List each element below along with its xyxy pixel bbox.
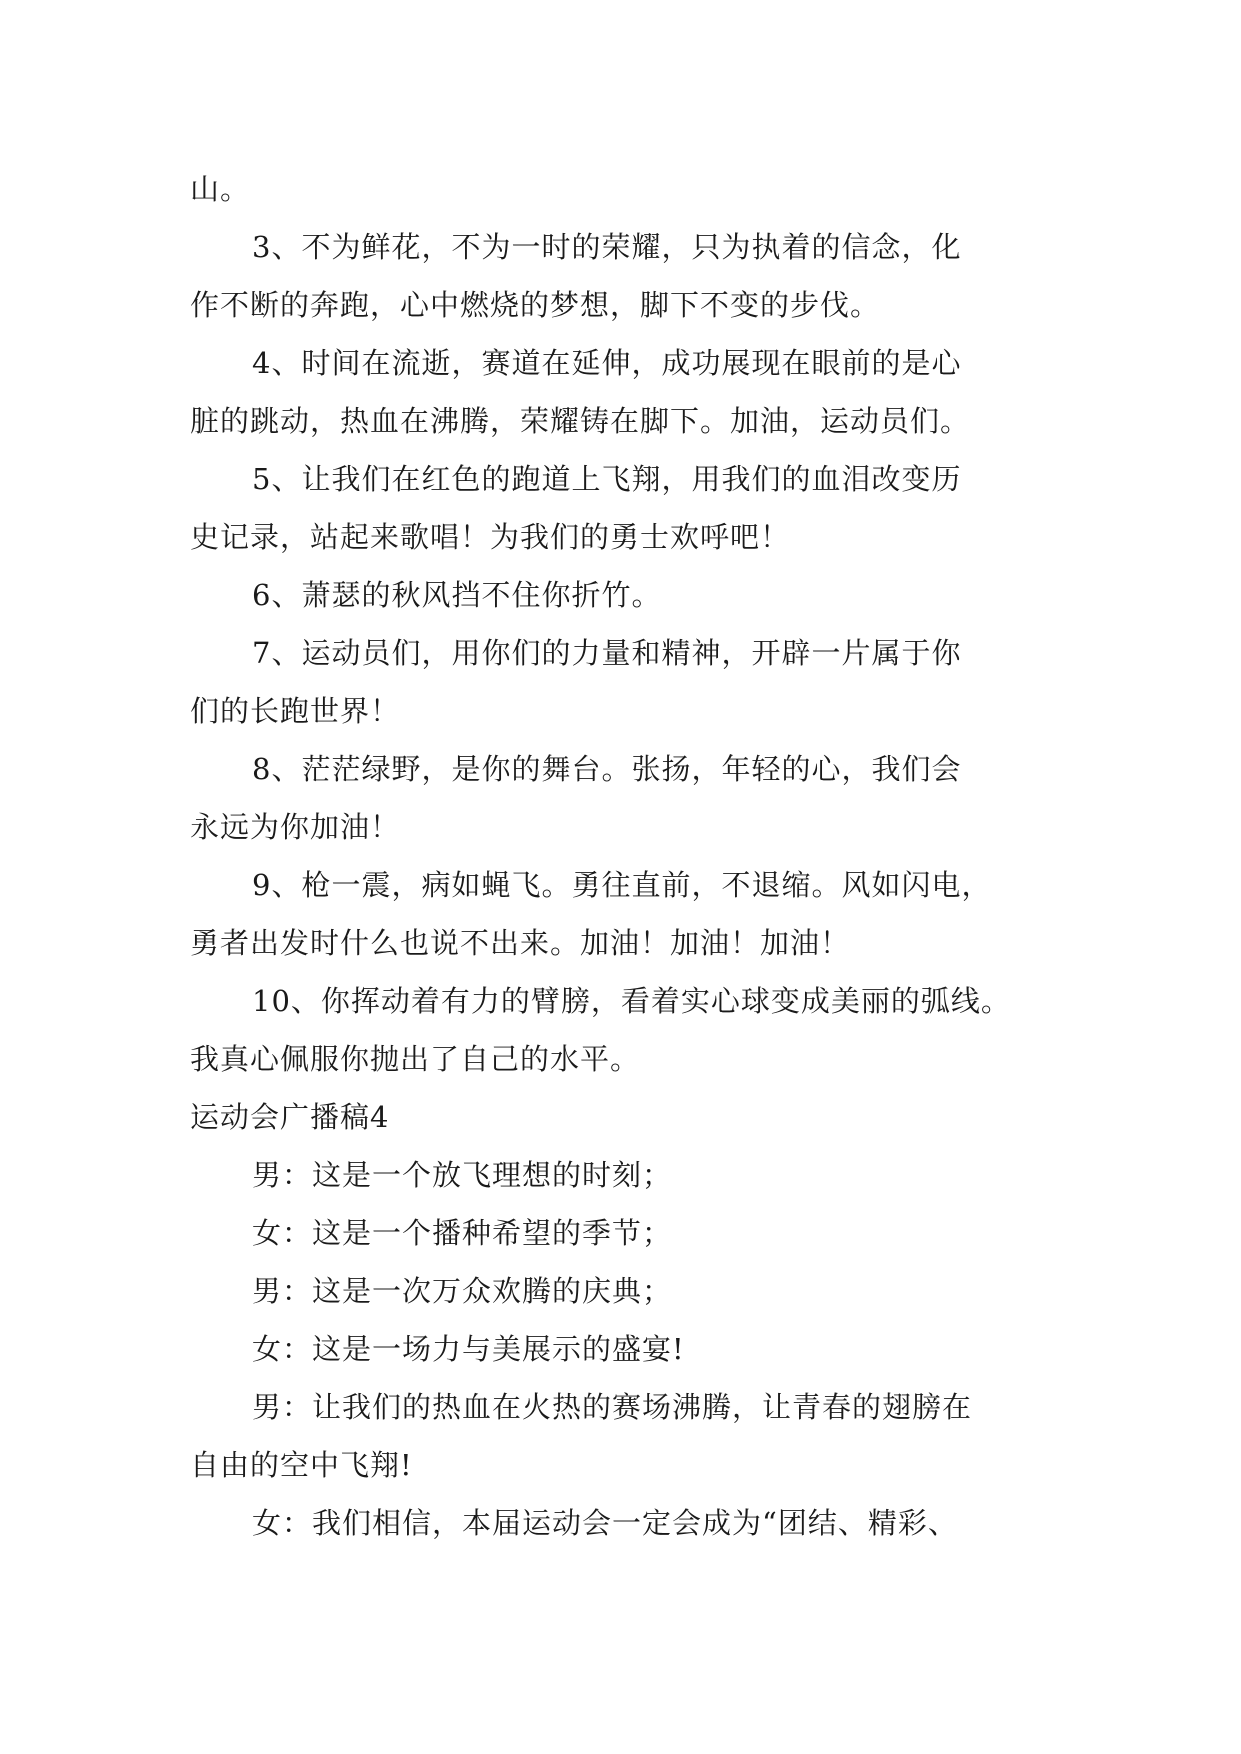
text-line: 山。 [190, 172, 251, 206]
text-line: 10、你挥动着有力的臂膀，看着实心球变成美丽的弧线。 [252, 984, 1011, 1018]
text-line: 作不断的奔跑，心中燃烧的梦想，脚下不变的步伐。 [190, 288, 881, 322]
text-line: 男：让我们的热血在火热的赛场沸腾，让青春的翅膀在 [252, 1390, 973, 1424]
text-line: 5、让我们在红色的跑道上飞翔，用我们的血泪改变历 [252, 462, 962, 496]
document-body [190, 160, 1060, 1552]
text-line: 7、运动员们，用你们的力量和精神，开辟一片属于你 [252, 636, 962, 670]
text-line: 永远为你加油！ [190, 810, 401, 844]
section-heading: 运动会广播稿4 [190, 1100, 390, 1134]
text-line: 们的长跑世界！ [190, 694, 401, 728]
text-line: 4、时间在流逝，赛道在延伸，成功展现在眼前的是心 [252, 346, 962, 380]
text-line: 脏的跳动，热血在沸腾，荣耀铸在脚下。加油，运动员们。 [190, 404, 971, 438]
text-line: 勇者出发时什么也说不出来。加油！加油！加油！ [190, 926, 851, 960]
text-line: 女：这是一个播种希望的季节； [252, 1216, 673, 1250]
text-line: 自由的空中飞翔! [190, 1448, 413, 1482]
text-line: 我真心佩服你抛出了自己的水平。 [190, 1042, 641, 1076]
text-line: 9、枪一震，病如蝇飞。勇往直前，不退缩。风如闪电， [252, 868, 992, 902]
text-line: 女：我们相信，本届运动会一定会成为“团结、精彩、 [252, 1506, 958, 1540]
text-line: 8、茫茫绿野，是你的舞台。张扬，年轻的心，我们会 [252, 752, 962, 786]
text-line: 男：这是一次万众欢腾的庆典； [252, 1274, 673, 1308]
text-line: 3、不为鲜花，不为一时的荣耀，只为执着的信念，化 [252, 230, 962, 264]
text-line: 史记录，站起来歌唱！为我们的勇士欢呼吧！ [190, 520, 791, 554]
text-line: 男：这是一个放飞理想的时刻； [252, 1158, 673, 1192]
text-line: 6、萧瑟的秋风挡不住你折竹。 [252, 578, 662, 612]
text-line: 女：这是一场力与美展示的盛宴! [252, 1332, 685, 1366]
